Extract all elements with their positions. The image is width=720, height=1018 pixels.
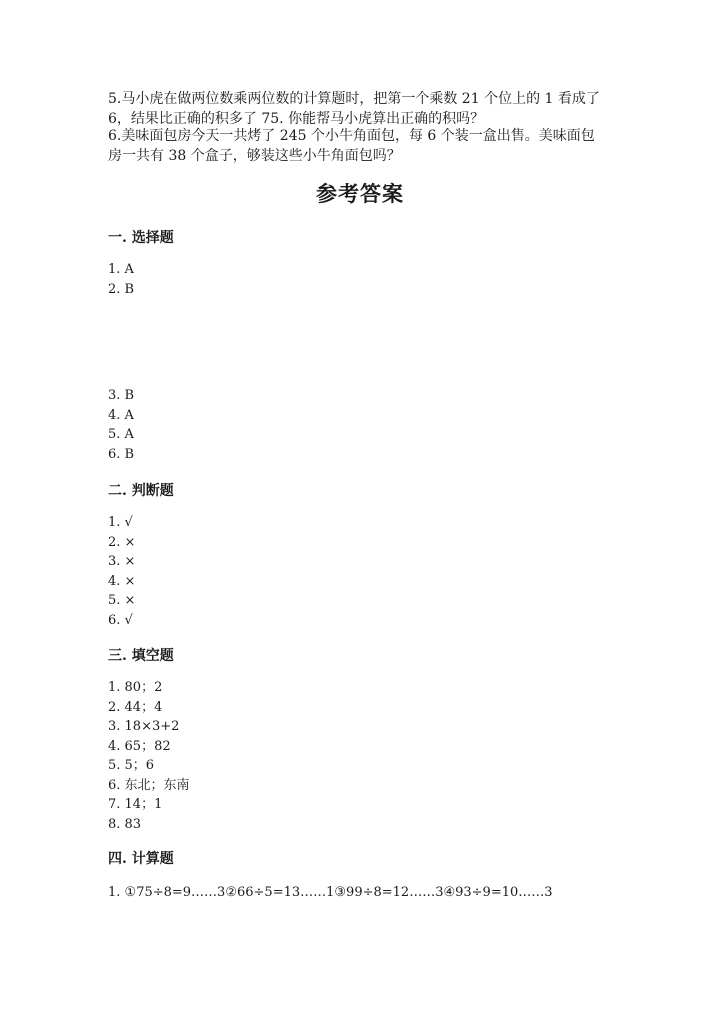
problem-5-line-2: 6，结果比正确的积多了 75. 你能帮马小虎算出正确的积吗？ xyxy=(108,111,485,127)
problem-6-line-2: 房一共有 38 个盒子，够装这些小牛角面包吗？ xyxy=(108,148,401,164)
list-item: 1. ①75÷8=9……3②66÷5=13……1③99÷8=12……3④93÷9=10……3 xyxy=(108,885,553,900)
problem-6-line-1: 6.美味面包房今天一共烤了 245 个小牛角面包，每 6 个装一盒出售。美味面包 xyxy=(108,128,595,144)
list-item: 5. × xyxy=(108,593,136,608)
list-item: 1. A xyxy=(108,262,134,277)
list-item: 4. × xyxy=(108,573,136,589)
list-item: 5. A xyxy=(108,427,134,442)
section-heading-judge: 二. 判断题 xyxy=(108,483,174,499)
calc-answers xyxy=(108,883,553,903)
list-item: 2. 44；4 xyxy=(108,699,163,715)
problem-5 xyxy=(108,89,613,129)
section-heading-fill: 三. 填空题 xyxy=(108,648,174,664)
section-heading-calc: 四. 计算题 xyxy=(108,851,174,867)
list-item: 6. 东北；东南 xyxy=(108,777,190,793)
section-heading-choice: 一. 选择题 xyxy=(108,230,174,246)
fill-answers xyxy=(108,678,190,834)
list-item: 6. B xyxy=(108,446,135,462)
list-item: 3. B xyxy=(108,388,135,403)
list-item: 7. 14；1 xyxy=(108,797,163,812)
problem-6 xyxy=(108,126,613,166)
list-item: 1. √ xyxy=(108,515,133,530)
problem-5-line-1: 5.马小虎在做两位数乘两位数的计算题时，把第一个乘数 21 个位上的 1 看成了 xyxy=(108,91,600,107)
list-item: 3. 18×3+2 xyxy=(108,719,180,734)
list-item: 8. 83 xyxy=(108,816,142,832)
list-item: 2. × xyxy=(108,534,136,550)
list-item: 1. 80；2 xyxy=(108,680,163,695)
list-item: 4. A xyxy=(108,407,134,423)
choice-answers-part1 xyxy=(108,260,134,299)
list-item: 5. 5；6 xyxy=(108,758,155,773)
list-item: 4. 65；82 xyxy=(108,738,171,754)
judge-answers xyxy=(108,513,135,630)
choice-answers-part2 xyxy=(108,386,134,464)
list-item: 6. √ xyxy=(108,612,133,628)
list-item: 2. B xyxy=(108,281,135,297)
answer-key-title: 参考答案 xyxy=(316,181,404,206)
list-item: 3. × xyxy=(108,554,136,569)
